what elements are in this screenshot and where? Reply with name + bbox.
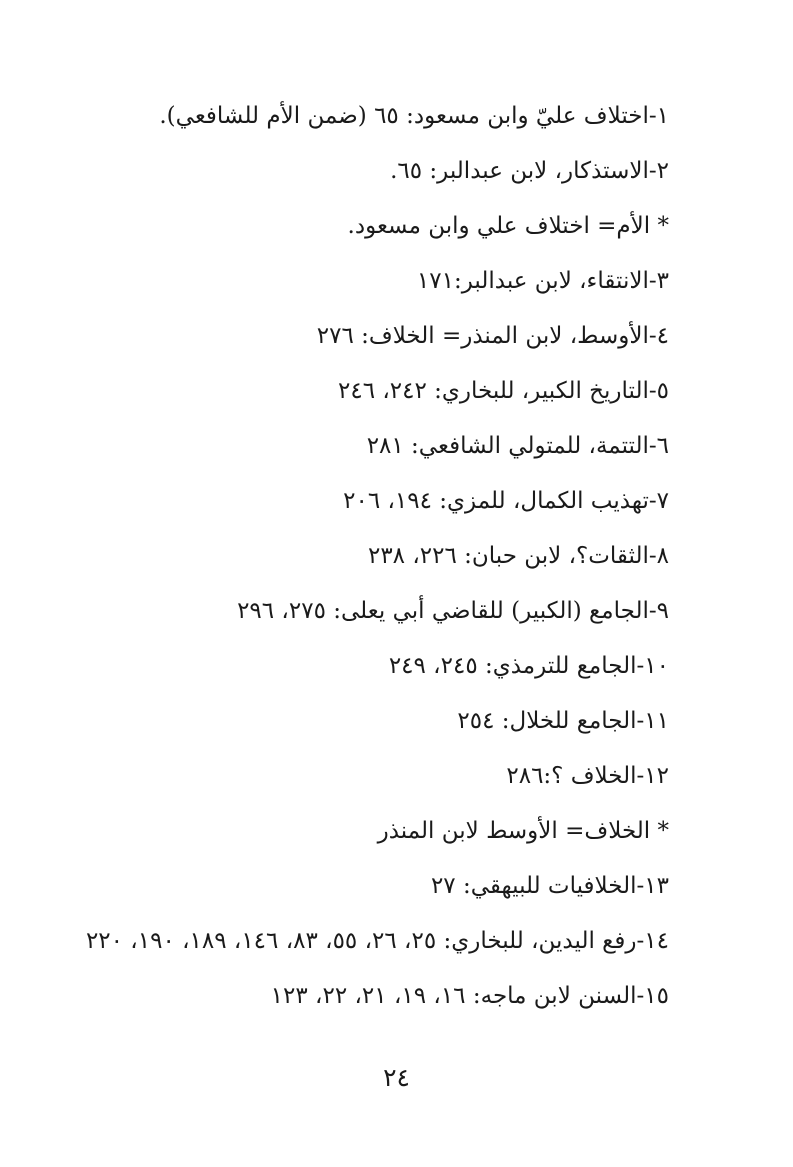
list-item: ١٤-رفع اليدين، للبخاري: ٢٥، ٢٦، ٥٥، ٨٣، ١٤٦، ١٨٩، ١٩٠، ٢٢٠ [85, 928, 669, 954]
page-number: ٢٤ [383, 1063, 410, 1092]
list-item: ١٥-السنن لابن ماجه: ١٦، ١٩، ٢١، ٢٢، ١٢٣ [270, 983, 669, 1009]
list-item: ٧-تهذيب الكمال، للمزي: ١٩٤، ٢٠٦ [343, 488, 669, 514]
list-item: ٣-الانتقاء، لابن عبدالبر:١٧١ [416, 268, 669, 294]
list-item: ٢-الاستذكار، لابن عبدالبر: ٦٥. [390, 158, 669, 184]
reference-list [40, 93, 669, 1028]
list-item: * الخلاف= الأوسط لابن المنذر [377, 818, 669, 844]
list-item: ٦-التتمة، للمتولي الشافعي: ٢٨١ [366, 433, 669, 459]
list-item: ٩-الجامع (الكبير) للقاضي أبي يعلى: ٢٧٥، ٢٩٦ [237, 598, 669, 624]
list-item: ١٠-الجامع للترمذي: ٢٤٥، ٢٤٩ [388, 653, 669, 679]
list-item: ٤-الأوسط، لابن المنذر= الخلاف: ٢٧٦ [316, 323, 669, 349]
list-item: ١١-الجامع للخلال: ٢٥٤ [457, 708, 669, 734]
list-item: ١٢-الخلاف ؟:٢٨٦ [506, 763, 669, 789]
list-item: ١-اختلاف عليّ وابن مسعود: ٦٥ (ضمن الأم للشافعي). [159, 103, 669, 129]
list-item: ٥-التاريخ الكبير، للبخاري: ٢٤٢، ٢٤٦ [338, 378, 669, 404]
list-item: ١٣-الخلافيات للبيهقي: ٢٧ [430, 873, 669, 899]
list-item: * الأم= اختلاف علي وابن مسعود. [347, 213, 669, 239]
list-item: ٨-الثقات؟، لابن حبان: ٢٢٦، ٢٣٨ [367, 543, 669, 569]
